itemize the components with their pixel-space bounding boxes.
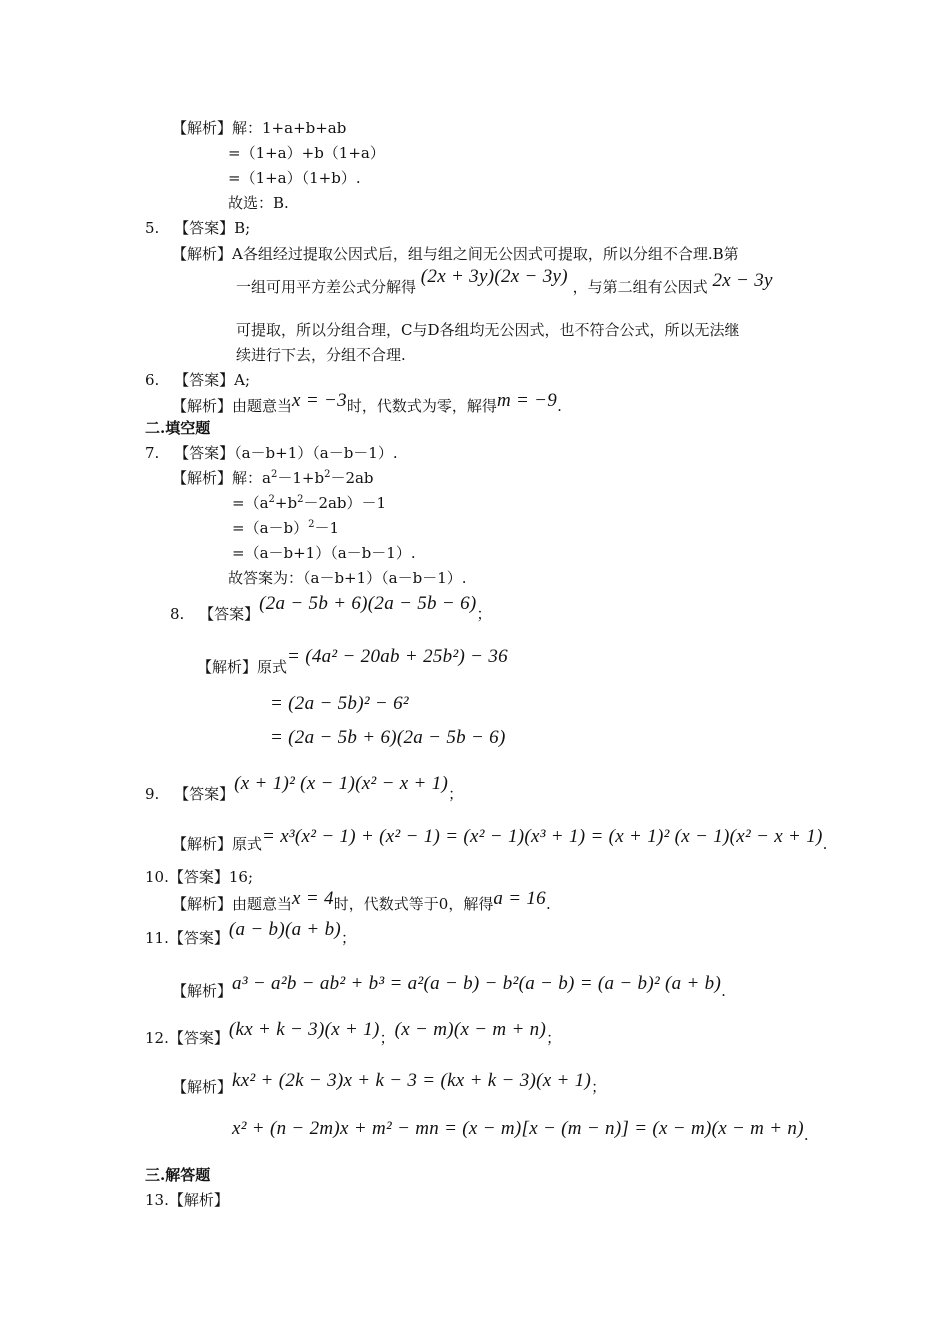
q7-l2-sup: 2 xyxy=(268,494,275,505)
q6-jiexi-label: 【解析】 xyxy=(172,397,233,415)
q12-math-2: x² + (n − 2m)x + m² − mn = (x − m)[x − (m − n)] = (x − m)(x − m + n) xyxy=(232,1118,804,1139)
q6-answer: A; xyxy=(234,371,250,389)
q4-line-2: =（1+a）+b（1+a） xyxy=(228,144,385,162)
q7-l2-post: －2ab）－1 xyxy=(303,494,387,512)
section-2-title: 二.填空题 xyxy=(145,419,211,437)
q5-analysis-line-1 xyxy=(172,244,739,264)
q6-text-b: 时，代数式为零，解得 xyxy=(346,397,497,415)
q7-analysis-line-1 xyxy=(172,468,374,488)
q11-math: a³ − a²b − ab² + b³ = a²(a − b) − b²(a − b) = (a − b)² (a + b) xyxy=(232,973,722,994)
q10-text-c: . xyxy=(545,895,551,913)
q11-answer-row xyxy=(145,919,357,948)
q9-tail: . xyxy=(822,835,828,853)
q10-answer-row xyxy=(145,867,253,887)
q7-answer-row xyxy=(145,443,398,463)
q8-answer-row xyxy=(170,593,492,624)
q7-l2-sup2: 2 xyxy=(297,494,304,505)
q12-answer-row xyxy=(145,1019,562,1048)
q12-answer-tail: ； xyxy=(546,1029,562,1047)
q8-jiexi-label: 【解析】 xyxy=(197,658,258,676)
q6-answer-row xyxy=(145,370,250,390)
q5-text-2b: ，与第二组有公因式 xyxy=(572,278,708,296)
q13-row xyxy=(145,1190,229,1210)
q9-answer-math: (x + 1)² (x − 1)(x² − x + 1) xyxy=(234,773,449,794)
q8-answer-math: (2a − 5b + 6)(2a − 5b − 6) xyxy=(259,593,477,614)
q9-number: 9. xyxy=(145,785,160,803)
q7-analysis-line-5: 故答案为：（a－b+1）（a－b－1）. xyxy=(228,569,467,587)
q4-line-4: 故选：B. xyxy=(228,194,289,212)
q9-answer-tail: ； xyxy=(448,785,464,803)
q7-analysis-line-3 xyxy=(232,518,339,538)
q10-text-a: 由题意当 xyxy=(232,895,293,913)
q4-line-1: 解：1+a+b+ab xyxy=(232,119,347,137)
q5-math-factorization: (2x + 3y)(2x − 3y) xyxy=(420,266,568,287)
q12-math-1: kx² + (2k − 3)x + k − 3 = (kx + k − 3)(x + 1) xyxy=(232,1070,592,1091)
q9-jiexi-label: 【解析】 xyxy=(172,835,233,853)
q4-jiexi-label: 【解析】 xyxy=(172,119,233,137)
q7-l2-mid: +b xyxy=(274,494,298,512)
q6-answer-label: 【答案】 xyxy=(174,371,235,389)
q10-analysis xyxy=(172,888,551,914)
q7-answer-label: 【答案】 xyxy=(174,444,235,462)
q7-l1-mid: －1+b xyxy=(277,469,325,487)
q8-answer-label: 【答案】 xyxy=(199,605,260,623)
q8-math-line-1: = (4a² − 20ab + 25b²) − 36 xyxy=(287,646,508,667)
q7-l3-sup: 2 xyxy=(308,519,315,530)
q11-answer-label: 【答案】 xyxy=(168,929,229,947)
q6-math-b: m = −9 xyxy=(496,390,558,411)
q12-number: 12. xyxy=(145,1029,169,1047)
q11-answer-math: (a − b)(a + b) xyxy=(228,919,342,940)
q11-analysis xyxy=(172,973,726,1001)
q11-number: 11. xyxy=(145,929,169,947)
q7-l1-pre: 解：a xyxy=(232,469,271,487)
q5-number: 5. xyxy=(145,219,160,237)
q7-l2-pre: =（a xyxy=(232,494,269,512)
q7-answer: （a－b+1）（a－b－1）. xyxy=(234,444,398,462)
q5-jiexi-label: 【解析】 xyxy=(172,245,233,263)
q4-analysis xyxy=(172,118,346,138)
q5-text-2a: 一组可用平方差公式分解得 xyxy=(236,278,417,296)
q7-analysis-line-2 xyxy=(232,493,386,513)
q8-math-line-2: = (2a − 5b)² − 6² xyxy=(270,693,409,714)
q6-number: 6. xyxy=(145,371,160,389)
q12-analysis-line-2 xyxy=(232,1118,809,1145)
q12-answer-label: 【答案】 xyxy=(168,1029,229,1047)
q10-answer: 16; xyxy=(228,868,254,886)
q7-l3-post: －1 xyxy=(314,519,340,537)
q9-yuanshi: 原式 xyxy=(232,835,263,853)
q7-l1-sup2: 2 xyxy=(324,469,331,480)
q10-math-b: a = 16 xyxy=(493,888,546,909)
q6-text-c: . xyxy=(557,397,562,415)
q9-answer-label: 【答案】 xyxy=(174,785,235,803)
q8-number: 8. xyxy=(170,605,185,623)
q5-text-1: A各组经过提取公因式后，组与组之间无公因式可提取，所以分组不合理.B第 xyxy=(232,245,739,263)
q9-answer-row xyxy=(145,773,464,804)
q10-answer-label: 【答案】 xyxy=(168,868,229,886)
q5-answer: B; xyxy=(234,219,251,237)
q12-tail-2: . xyxy=(803,1126,809,1144)
q7-l1-sup: 2 xyxy=(270,469,278,480)
q7-number: 7. xyxy=(145,444,160,462)
q5-text-4: 续进行下去，分组不合理. xyxy=(236,346,406,364)
q10-jiexi-label: 【解析】 xyxy=(172,895,233,913)
q5-answer-row xyxy=(145,218,250,238)
q12-analysis-line-1 xyxy=(172,1070,607,1097)
q12-sep: ； xyxy=(379,1029,395,1047)
q9-analysis xyxy=(172,826,828,854)
q13-jiexi-label: 【解析】 xyxy=(168,1191,229,1209)
q12-answer-math-2: (x − m)(x − m + n) xyxy=(394,1019,547,1040)
q13-number: 13. xyxy=(145,1191,169,1209)
q8-math-line-3: = (2a − 5b + 6)(2a − 5b − 6) xyxy=(270,727,506,748)
section-3-title: 三.解答题 xyxy=(145,1166,211,1184)
q8-answer-tail: ； xyxy=(476,605,492,623)
q7-jiexi-label: 【解析】 xyxy=(172,469,233,487)
q9-math: = x³(x² − 1) + (x² − 1) = (x² − 1)(x³ + 1) = (x + 1)² (x − 1)(x² − x + 1) xyxy=(262,826,823,847)
q7-analysis-line-4: =（a－b+1）（a－b－1）. xyxy=(232,544,416,562)
q11-jiexi-label: 【解析】 xyxy=(172,982,233,1000)
q10-number: 10. xyxy=(145,868,169,886)
q6-text-a: 由题意当 xyxy=(232,397,293,415)
q6-analysis xyxy=(172,390,562,416)
q12-jiexi-label: 【解析】 xyxy=(172,1078,233,1096)
q10-text-b: 时，代数式等于0，解得 xyxy=(333,895,494,913)
q12-tail-1: ； xyxy=(591,1078,607,1096)
q5-math-common-factor: 2x − 3y xyxy=(712,270,773,291)
q8-yuanshi: 原式 xyxy=(257,658,288,676)
q11-tail: . xyxy=(721,982,726,1000)
q12-answer-math-1: (kx + k − 3)(x + 1) xyxy=(228,1019,380,1040)
q10-math-a: x = 4 xyxy=(292,888,334,909)
q6-math-a: x = −3 xyxy=(292,390,347,411)
q8-analysis-line-1 xyxy=(197,646,508,677)
q7-l1-post: －2ab xyxy=(330,469,374,487)
q7-l3-pre: =（a－b） xyxy=(232,519,309,537)
q11-answer-tail: ； xyxy=(341,929,357,947)
q4-line-3: =（1+a）（1+b）. xyxy=(228,169,361,187)
q5-answer-label: 【答案】 xyxy=(174,219,235,237)
q5-text-3: 可提取，所以分组合理，C与D各组均无公因式，也不符合公式，所以无法继 xyxy=(236,321,740,339)
q5-analysis-line-2 xyxy=(236,266,773,297)
